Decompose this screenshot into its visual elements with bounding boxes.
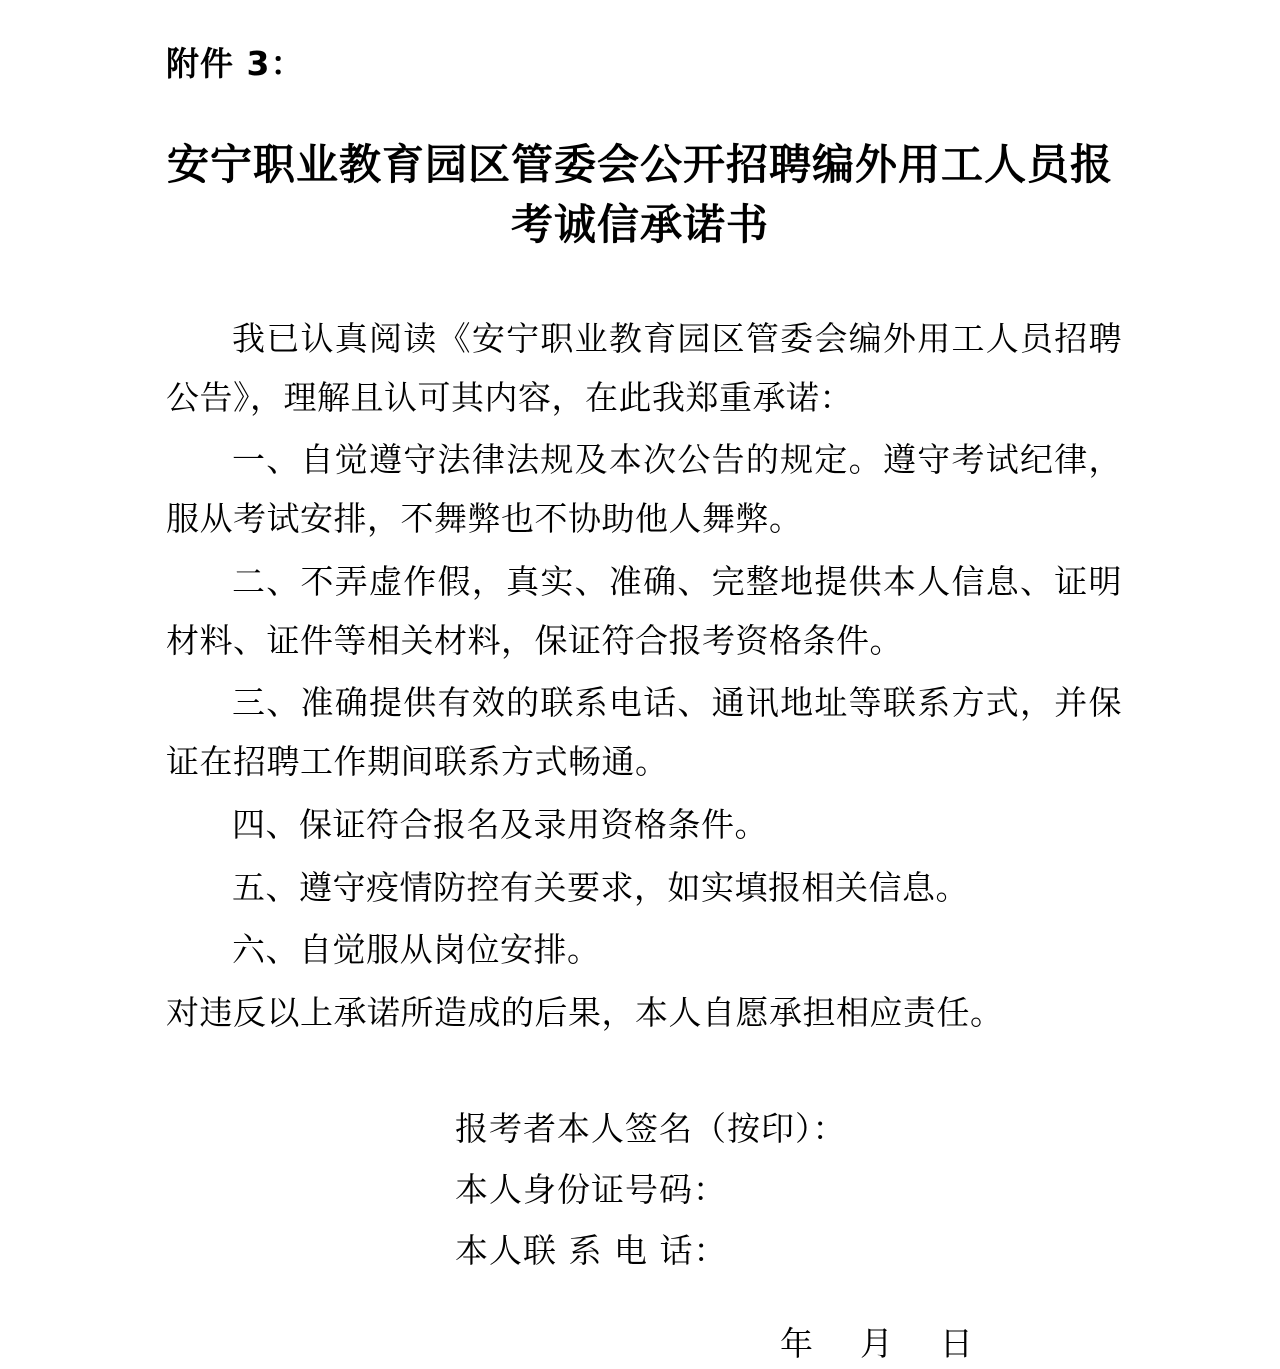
paragraph: 六、自觉服从岗位安排。 [232, 930, 601, 970]
signature-field-phone: 本人联 系 电 话： [455, 1231, 728, 1271]
page-title: 安宁职业教育园区管委会公开招聘编外用工人员报考诚信承诺书 [166, 140, 1113, 249]
signature-field-name: 报考者本人签名（按印）： [455, 1109, 847, 1148]
paragraph: 对违反以上承诺所造成的后果，本人自愿承担相应责任。 [166, 993, 1004, 1033]
date-line: 年 月 日 [780, 1324, 974, 1363]
attachment-label: 附件 3： [166, 44, 305, 83]
paragraph: 五、遵守疫情防控有关要求，如实填报相关信息。 [232, 867, 969, 907]
paragraph: 四、保证符合报名及录用资格条件。 [232, 804, 768, 844]
paragraph: 一、自觉遵守法律法规及本次公告的规定。遵守考试纪律，服从考试安排，不舞弊也不协助他人舞弊。 [166, 440, 1122, 539]
signature-block [455, 1098, 1095, 1281]
paragraph: 三、准确提供有效的联系电话、通讯地址等联系方式，并保证在招聘工作期间联系方式畅通。 [166, 683, 1122, 782]
signature-field-id-number: 本人身份证号码： [455, 1170, 727, 1210]
document-body [166, 310, 1122, 1047]
paragraph: 我已认真阅读《安宁职业教育园区管委会编外用工人员招聘公告》，理解且认可其内容，在此我郑重承诺： [166, 319, 1122, 417]
paragraph: 二、不弄虚作假，真实、准确、完整地提供本人信息、证明材料、证件等相关材料，保证符合报考资格条件。 [166, 561, 1122, 660]
